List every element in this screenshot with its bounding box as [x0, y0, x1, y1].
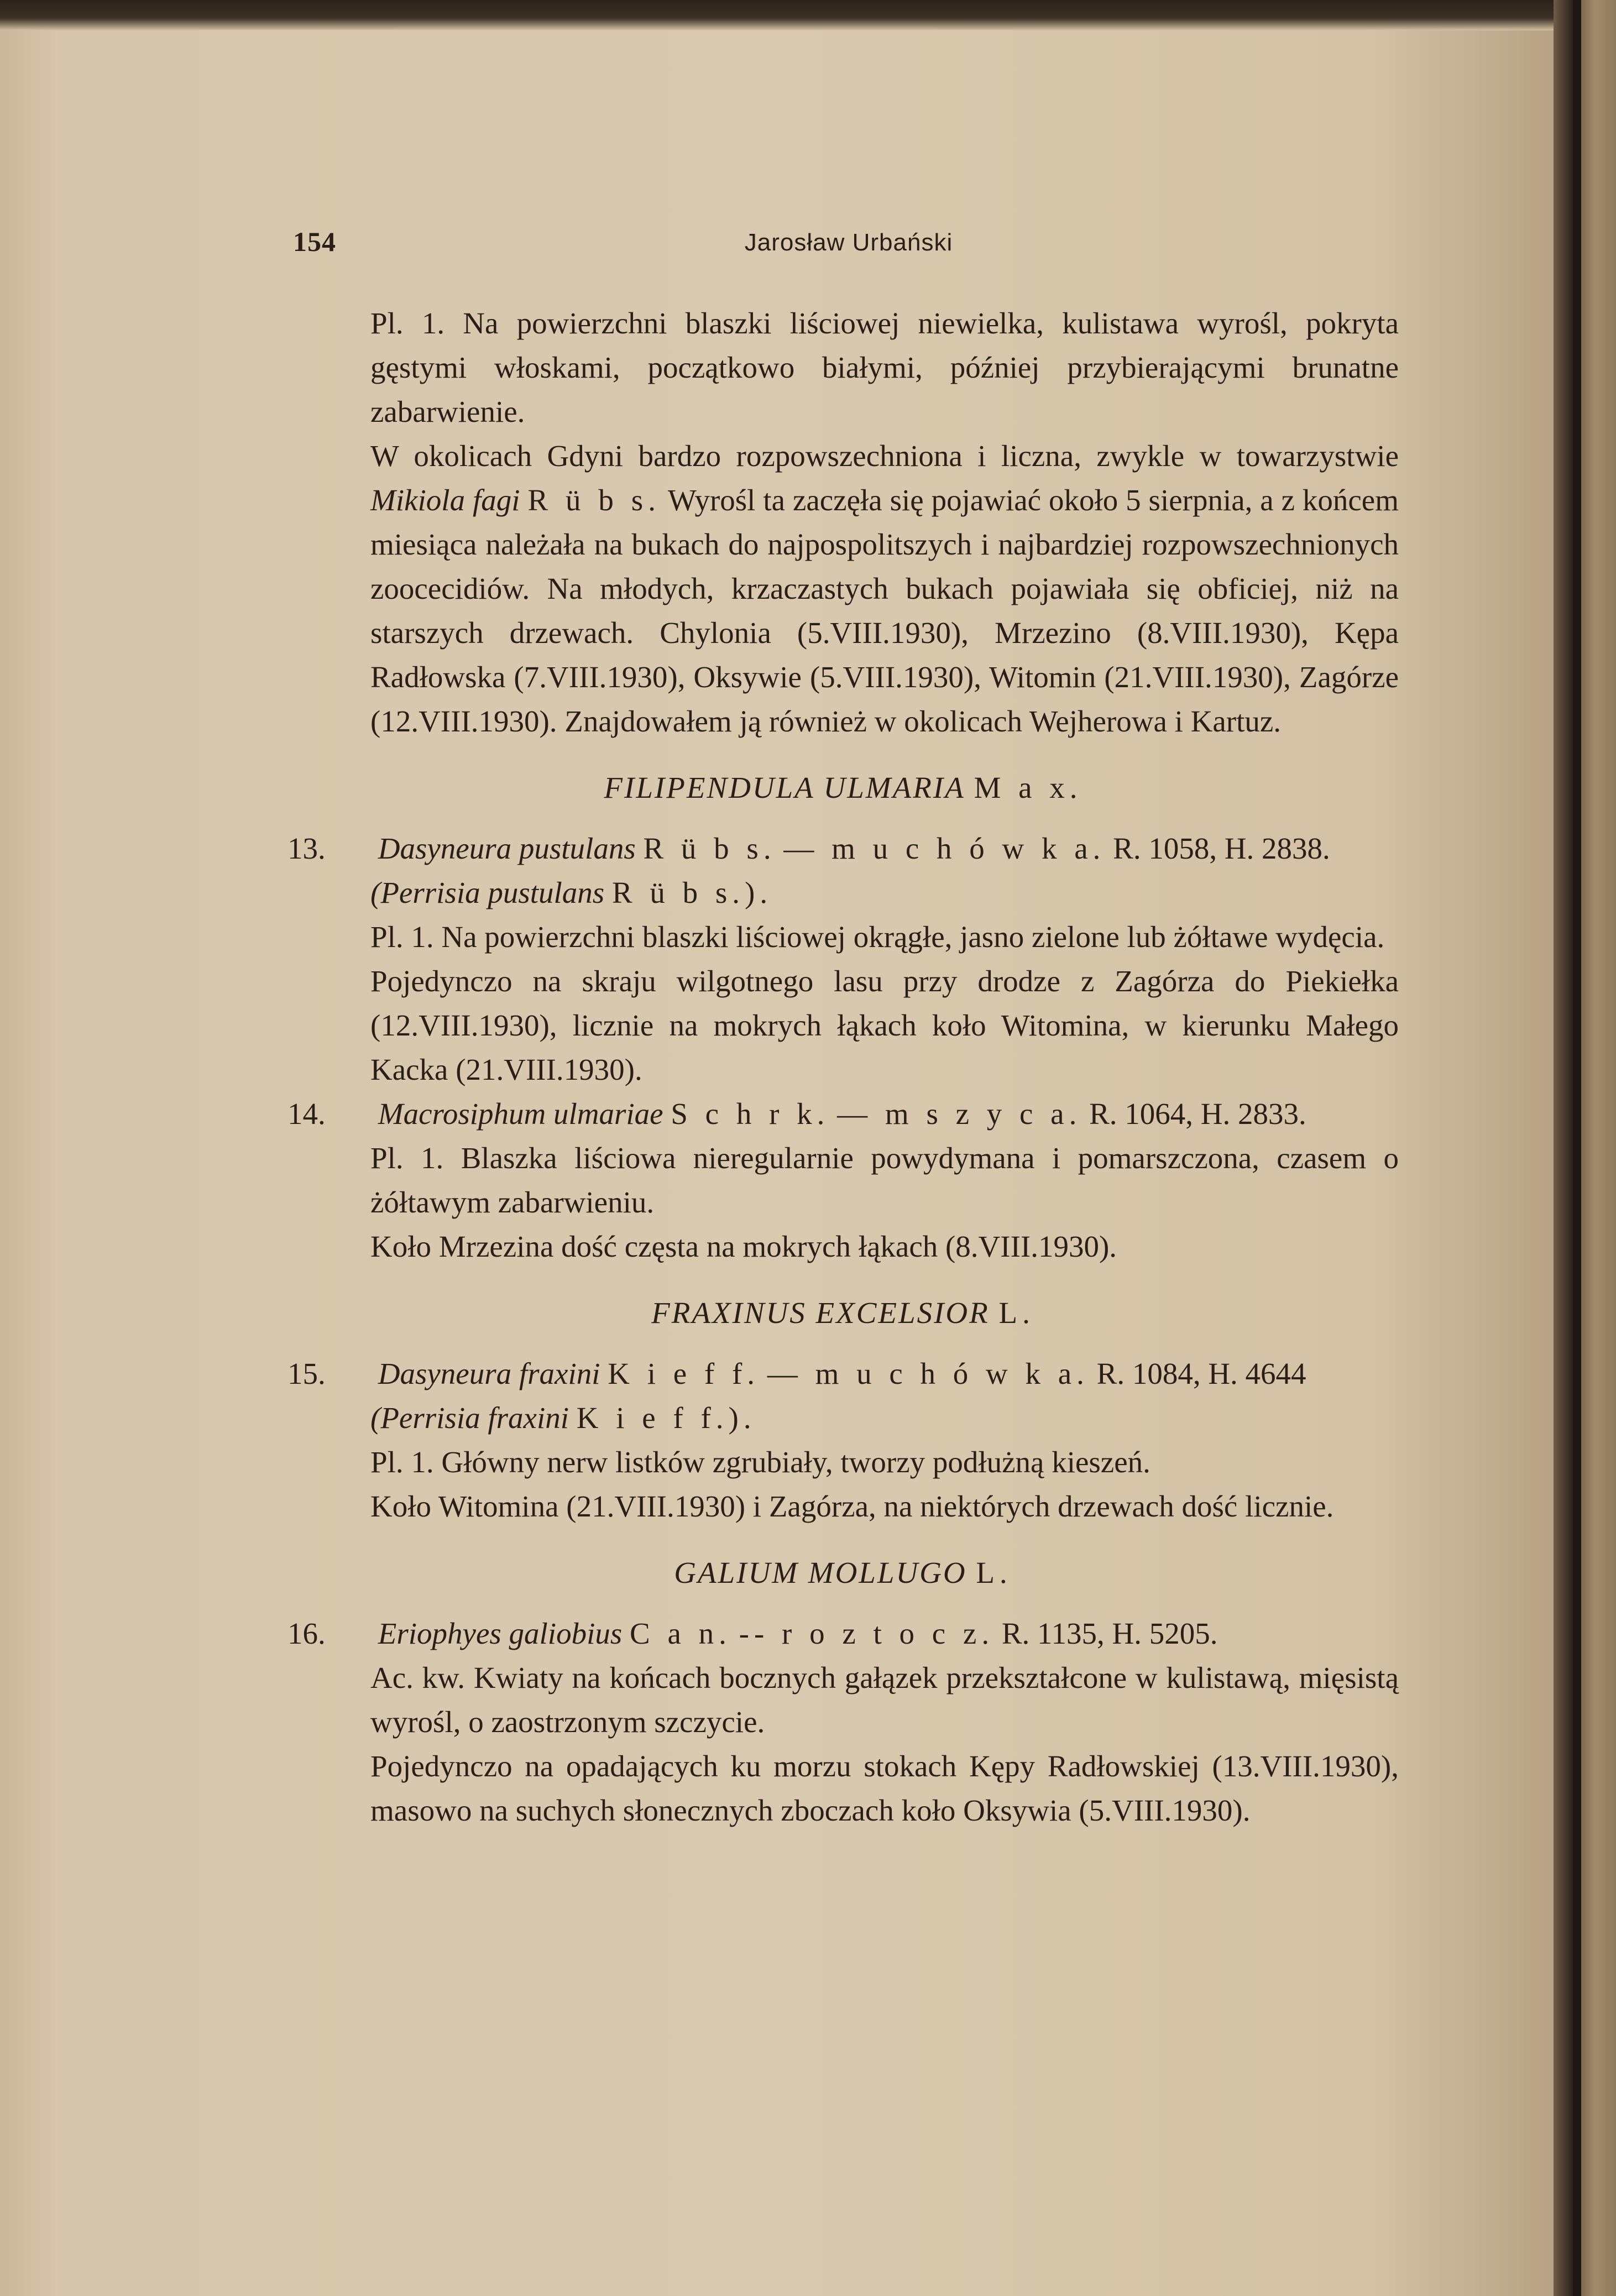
entry-species-author: C a n.: [630, 1617, 731, 1650]
entry-header: [287, 1612, 1399, 1656]
intro-location-start: W okolicach Gdyni bardzo rozpowszechniona i liczna, zwykle w towarzystwie: [370, 439, 1399, 473]
entry-header: [287, 1352, 1399, 1440]
section-plant-author: L.: [998, 1296, 1035, 1330]
intro-species: Mikiola fagi: [370, 483, 520, 517]
section-plant-name: GALIUM MOLLUGO: [674, 1556, 967, 1589]
section-plant-author: M a x.: [974, 771, 1082, 804]
entry-species-author: R ü b s.: [643, 831, 776, 865]
section-plant-author: L.: [976, 1556, 1012, 1589]
entry-species: Dasyneura fraxini: [378, 1357, 600, 1390]
section-plant-name: FILIPENDULA ULMARIA: [604, 771, 965, 804]
intro-location-rest: Wyrośl ta zaczęła się pojawiać około 5 sierpnia, a z końcem miesiąca należała na bukach do najpospolitszych i najbardziej rozpowszechnionych zoocecidiów. Na młodych, krzaczastych bukach pojawiała się obficiej, niż na starszych drzewach. Chylonia (5.VIII.1930), Mrzezino (8.VIII.1930), Kępa Radłowska (7.VIII.1930), Oksywie (5.VIII.1930), Witomin (21.VIII.1930), Zagórze (12.VIII.1930). Znajdowałem ją również w okolicach Wejherowa i Kartuz.: [370, 483, 1399, 738]
entry-location: Koło Witomina (21.VIII.1930) i Zagórza, na niektórych drzewach dość licznie.: [370, 1489, 1334, 1523]
entry-type: -- r o z t o c z.: [739, 1617, 995, 1650]
page-header: [293, 226, 1404, 270]
entry-synonym: (Perrisia pustulans: [370, 876, 605, 909]
intro-paragraph: [287, 301, 1399, 744]
intro-species-author: R ü b s.: [527, 483, 661, 517]
entry-description: Ac. kw. Kwiaty na końcach bocznych gałązek przekształcone w kulistawą, mięsistą wyrośl, o zaostrzonym szczycie.: [370, 1661, 1399, 1739]
entry-refs: R. 1058, H. 2838.: [1113, 831, 1330, 865]
section-title: [287, 1551, 1399, 1595]
entry-header: [287, 1092, 1399, 1136]
entry-species: Eriophyes galiobius: [378, 1617, 623, 1650]
entry-description: Pl. 1. Blaszka liściowa nieregularnie powydymana i pomarszczona, czasem o żółtawym zabarwieniu.: [370, 1141, 1399, 1219]
running-head: Jarosław Urbański: [744, 229, 953, 256]
entry-location: Pojedynczo na opadających ku morzu stokach Kępy Radłowskiej (13.VIII.1930), masowo na suchych słonecznych zboczach koło Oksywia (5.VIII.1930).: [370, 1749, 1399, 1827]
entry-species: Dasyneura pustulans: [378, 831, 636, 865]
entry-number: 15.: [287, 1357, 326, 1390]
page-body: [287, 301, 1399, 1833]
entry-refs: R. 1084, H. 4644: [1096, 1357, 1306, 1390]
entry-number: 16.: [287, 1617, 326, 1650]
page-number: 154: [293, 226, 336, 257]
next-page-edge: [1581, 0, 1616, 2296]
section-plant-name: FRAXINUS EXCELSIOR: [651, 1296, 990, 1330]
entry-type: — m u c h ó w k a.: [767, 1357, 1089, 1390]
entry-refs: R. 1135, H. 5205.: [1001, 1617, 1218, 1650]
page-gutter: [1554, 0, 1573, 2296]
entry-type: — m u c h ó w k a.: [783, 831, 1106, 865]
entry-description: Pl. 1. Na powierzchni blaszki liściowej okrągłe, jasno zielone lub żółtawe wydęcia.: [370, 920, 1385, 954]
entry-refs: R. 1064, H. 2833.: [1089, 1097, 1306, 1131]
entry-species-author: K i e f f.: [608, 1357, 760, 1390]
entry-synonym-author: R ü b s.).: [611, 876, 773, 909]
entry-species-author: S c h r k.: [671, 1097, 830, 1131]
section-title: [287, 1291, 1399, 1335]
top-scan-border: [0, 0, 1554, 30]
entry-synonym-author: K i e f f.).: [576, 1401, 756, 1435]
entry-location: Koło Mrzezina dość częsta na mokrych łąkach (8.VIII.1930).: [370, 1230, 1117, 1263]
entry-species: Macrosiphum ulmariae: [378, 1097, 663, 1131]
entry-description: Pl. 1. Główny nerw listków zgrubiały, tworzy podłużną kieszeń.: [370, 1445, 1150, 1479]
section-title: [287, 766, 1399, 810]
entry-number: 13.: [287, 831, 326, 865]
entry-synonym: (Perrisia fraxini: [370, 1401, 569, 1435]
entry-number: 14.: [287, 1097, 326, 1131]
entry-header: [287, 827, 1399, 915]
entry-type: — m s z y c a.: [837, 1097, 1082, 1131]
intro-description: Pl. 1. Na powierzchni blaszki liściowej niewielka, kulistawa wyrośl, pokryta gęstymi włoskami, początkowo białymi, później przybierającymi brunatne zabarwienie.: [370, 306, 1399, 428]
entry-location: Pojedynczo na skraju wilgotnego lasu przy drodze z Zagórza do Piekiełka (12.VIII.1930), licznie na mokrych łąkach koło Witomina, w kierunku Małego Kacka (21.VIII.1930).: [370, 964, 1399, 1086]
